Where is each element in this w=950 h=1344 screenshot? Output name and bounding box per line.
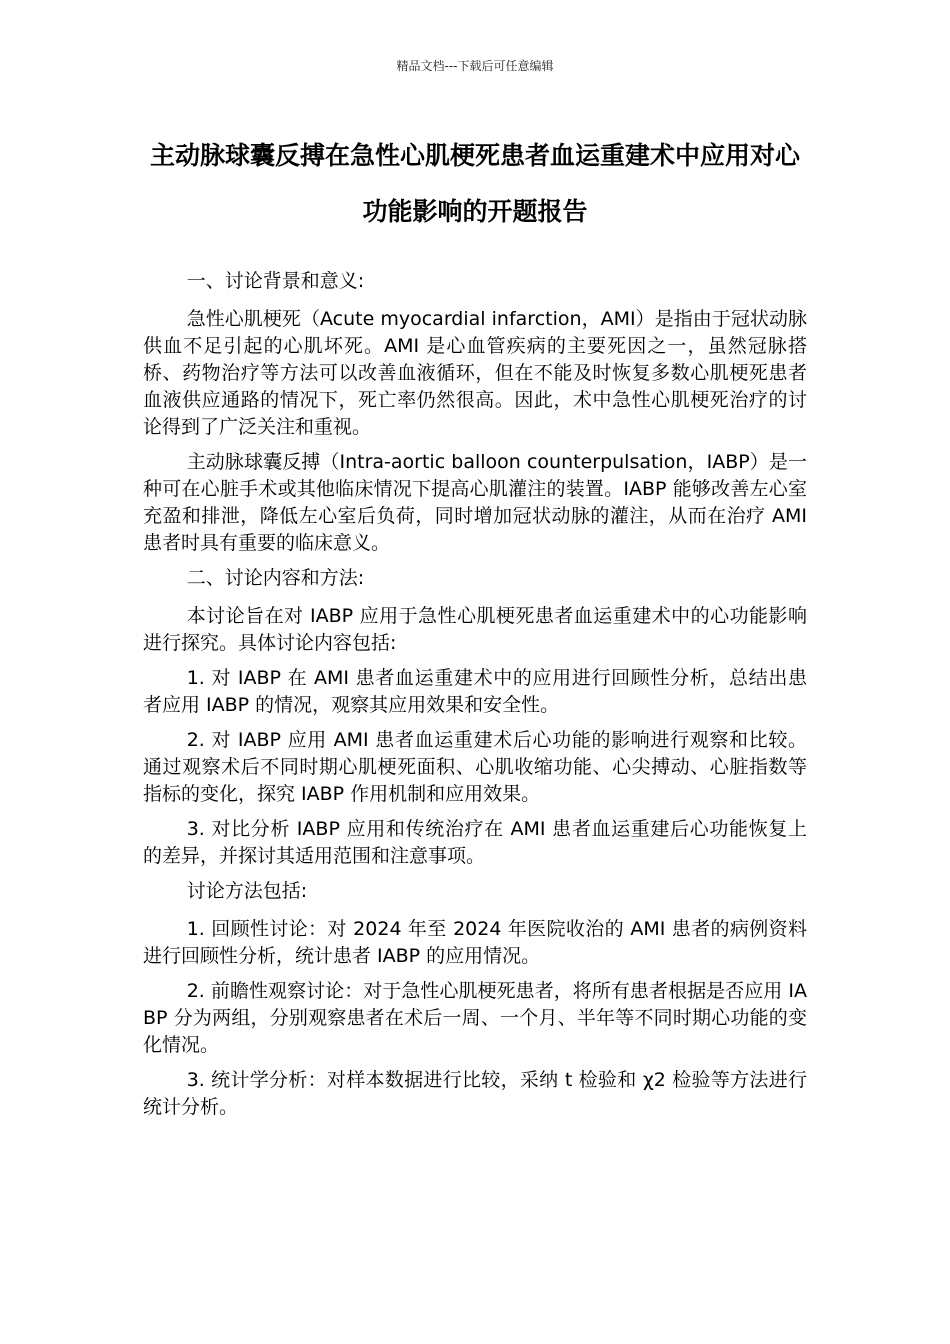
header-note: 精品文档---下载后可任意编辑	[396, 59, 554, 73]
method-item-1: 1. 回顾性讨论：对 2024 年至 2024 年医院收治的 AMI 患者的病例资料进行回顾性分析，统计患者 IABP 的应用情况。	[143, 918, 807, 967]
content-item-1: 1. 对 IABP 在 AMI 患者血运重建术中的应用进行回顾性分析，总结出患者应用 IABP 的情况，观察其应用效果和安全性。	[143, 667, 807, 716]
paragraph-iabp-intro: 主动脉球囊反搏（Intra-aortic balloon counterpulsation，IABP）是一种可在心脏手术或其他临床情况下提高心肌灌注的装置。IABP 能够改善左心室充盈和排泄，降低左心室后负荷，同时增加冠状动脉的灌注，从而在治疗 AMI 患者时具有重要的临床意义。	[143, 451, 807, 554]
content-item-2: 2. 对 IABP 应用 AMI 患者血运重建术后心功能的影响进行观察和比较。通过观察术后不同时期心肌梗死面积、心肌收缩功能、心尖搏动、心脏指数等指标的变化，探究 IABP 作用机制和应用效果。	[143, 729, 807, 805]
section-heading-content-methods: 二、讨论内容和方法:	[186, 567, 365, 589]
method-item-3: 3. 统计学分析：对样本数据进行比较，采纳 t 检验和 χ2 检验等方法进行统计分析。	[143, 1069, 807, 1118]
content-item-3: 3. 对比分析 IABP 应用和传统治疗在 AMI 患者血运重建后心功能恢复上的差异，并探讨其适用范围和注意事项。	[143, 818, 807, 867]
paragraph-study-aim: 本讨论旨在对 IABP 应用于急性心肌梗死患者血运重建术中的心功能影响进行探究。具体讨论内容包括:	[143, 605, 807, 654]
paragraph-ami-intro: 急性心肌梗死（Acute myocardial infarction，AMI）是指由于冠状动脉供血不足引起的心肌坏死。AMI 是心血管疾病的主要死因之一，虽然冠脉搭桥、药物治疗等方法可以改善血液循环，但在不能及时恢复多数心肌梗死患者血液供应通路的情况下，死亡率仍然很高。因此，术中急性心肌梗死治疗的讨论得到了广泛关注和重视。	[143, 308, 807, 438]
methods-heading: 讨论方法包括:	[186, 880, 308, 902]
document-body	[143, 268, 807, 1129]
section-heading-background: 一、讨论背景和意义:	[186, 270, 365, 292]
document-title: 主动脉球囊反搏在急性心肌梗死患者血运重建术中应用对心功能影响的开题报告	[149, 141, 800, 226]
method-item-2: 2. 前瞻性观察讨论：对于急性心肌梗死患者，将所有患者根据是否应用 IABP 分为两组，分别观察患者在术后一周、一个月、半年等不同时期心功能的变化情况。	[143, 980, 807, 1056]
